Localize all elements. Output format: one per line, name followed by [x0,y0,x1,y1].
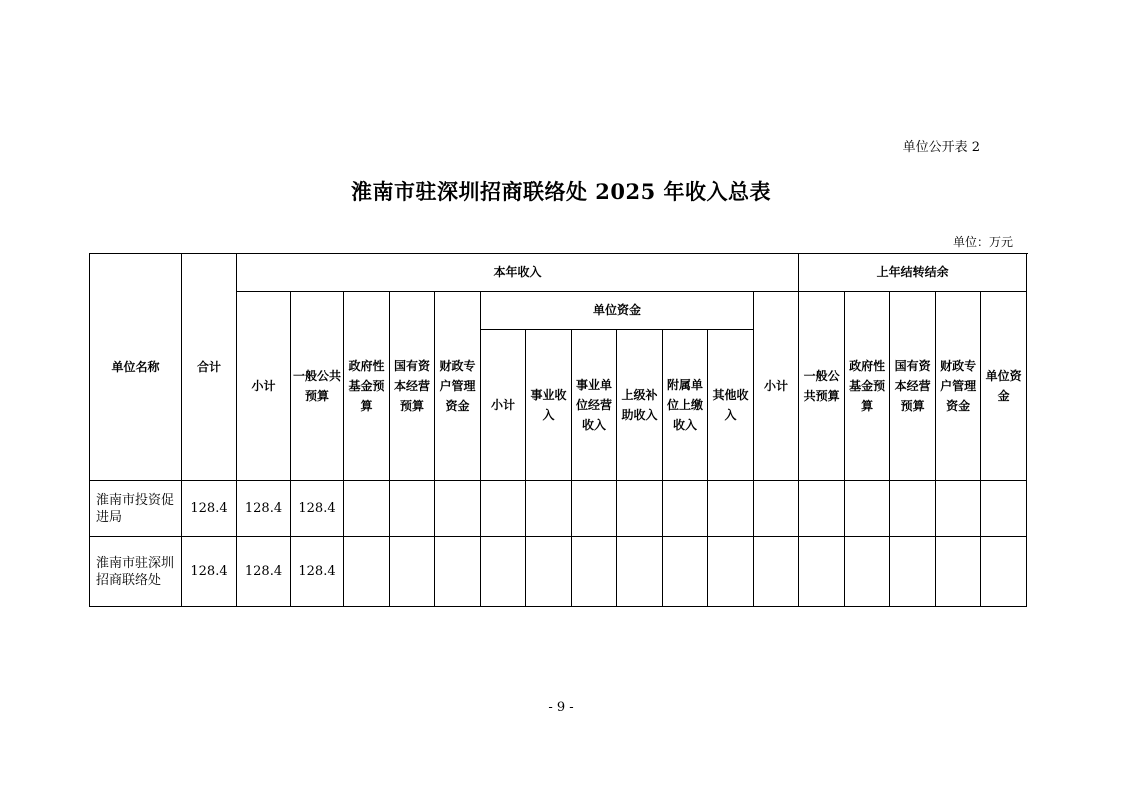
empty-cell [981,537,1027,607]
empty-cell [617,537,663,607]
empty-cell [799,481,845,537]
row-unit-name: 淮南市投资促进局 [90,481,182,537]
empty-cell [663,537,708,607]
row-unit-name: 淮南市驻深圳招商联络处 [90,537,182,607]
header-prev-state-capital: 国有资本经营预算 [890,292,936,481]
empty-cell [572,481,617,537]
row-general-budget: 128.4 [291,481,344,537]
header-general-budget: 一般公共预算 [291,292,344,481]
empty-cell [435,537,481,607]
header-prev-unit-funds: 单位资金 [981,292,1027,481]
empty-cell [344,537,390,607]
header-unit-subtotal: 小计 [481,330,526,481]
empty-cell [981,481,1027,537]
header-prev-fiscal-special: 财政专户管理资金 [936,292,981,481]
empty-cell [936,481,981,537]
empty-cell [617,481,663,537]
empty-cell [390,481,435,537]
unit-label: 单位：万元 [952,235,1013,249]
header-higher-subsidy: 上级补助收入 [617,330,663,481]
header-prev-year: 上年结转结余 [799,254,1027,292]
empty-cell [481,537,526,607]
empty-cell [708,481,754,537]
table-row [90,481,1027,537]
header-state-capital: 国有资本经营预算 [390,292,435,481]
header-gov-fund: 政府性基金预算 [344,292,390,481]
empty-cell [845,481,890,537]
row-subtotal: 128.4 [237,537,291,607]
row-subtotal: 128.4 [237,481,291,537]
empty-cell [526,537,572,607]
empty-cell [890,537,936,607]
header-prev-gov-fund: 政府性基金预算 [845,292,890,481]
header-affiliated-payment: 附属单位上缴收入 [663,330,708,481]
page-title: 淮南市驻深圳招商联络处 2025 年收入总表 [350,179,772,204]
header-total: 合计 [182,254,237,481]
empty-cell [708,537,754,607]
row-total: 128.4 [182,537,237,607]
header-subtotal: 小计 [237,292,291,481]
header-current-year: 本年收入 [237,254,799,292]
empty-cell [754,537,799,607]
header-prev-subtotal: 小计 [754,292,799,481]
empty-cell [435,481,481,537]
header-unit-funds: 单位资金 [481,292,754,330]
empty-cell [526,481,572,537]
row-general-budget: 128.4 [291,537,344,607]
income-summary-table [89,253,1027,607]
empty-cell [390,537,435,607]
empty-cell [572,537,617,607]
empty-cell [754,481,799,537]
empty-cell [936,537,981,607]
header-prev-general-budget: 一般公共预算 [799,292,845,481]
header-unit-name: 单位名称 [90,254,182,481]
empty-cell [344,481,390,537]
header-biz-unit-operating: 事业单位经营收入 [572,330,617,481]
table-row [90,537,1027,607]
empty-cell [799,537,845,607]
row-total: 128.4 [182,481,237,537]
empty-cell [845,537,890,607]
page-number: - 9 - [548,700,574,715]
header-business-income: 事业收入 [526,330,572,481]
empty-cell [890,481,936,537]
empty-cell [481,481,526,537]
empty-cell [663,481,708,537]
header-fiscal-special: 财政专户管理资金 [435,292,481,481]
table-label: 单位公开表 2 [902,140,980,155]
header-other-income: 其他收入 [708,330,754,481]
